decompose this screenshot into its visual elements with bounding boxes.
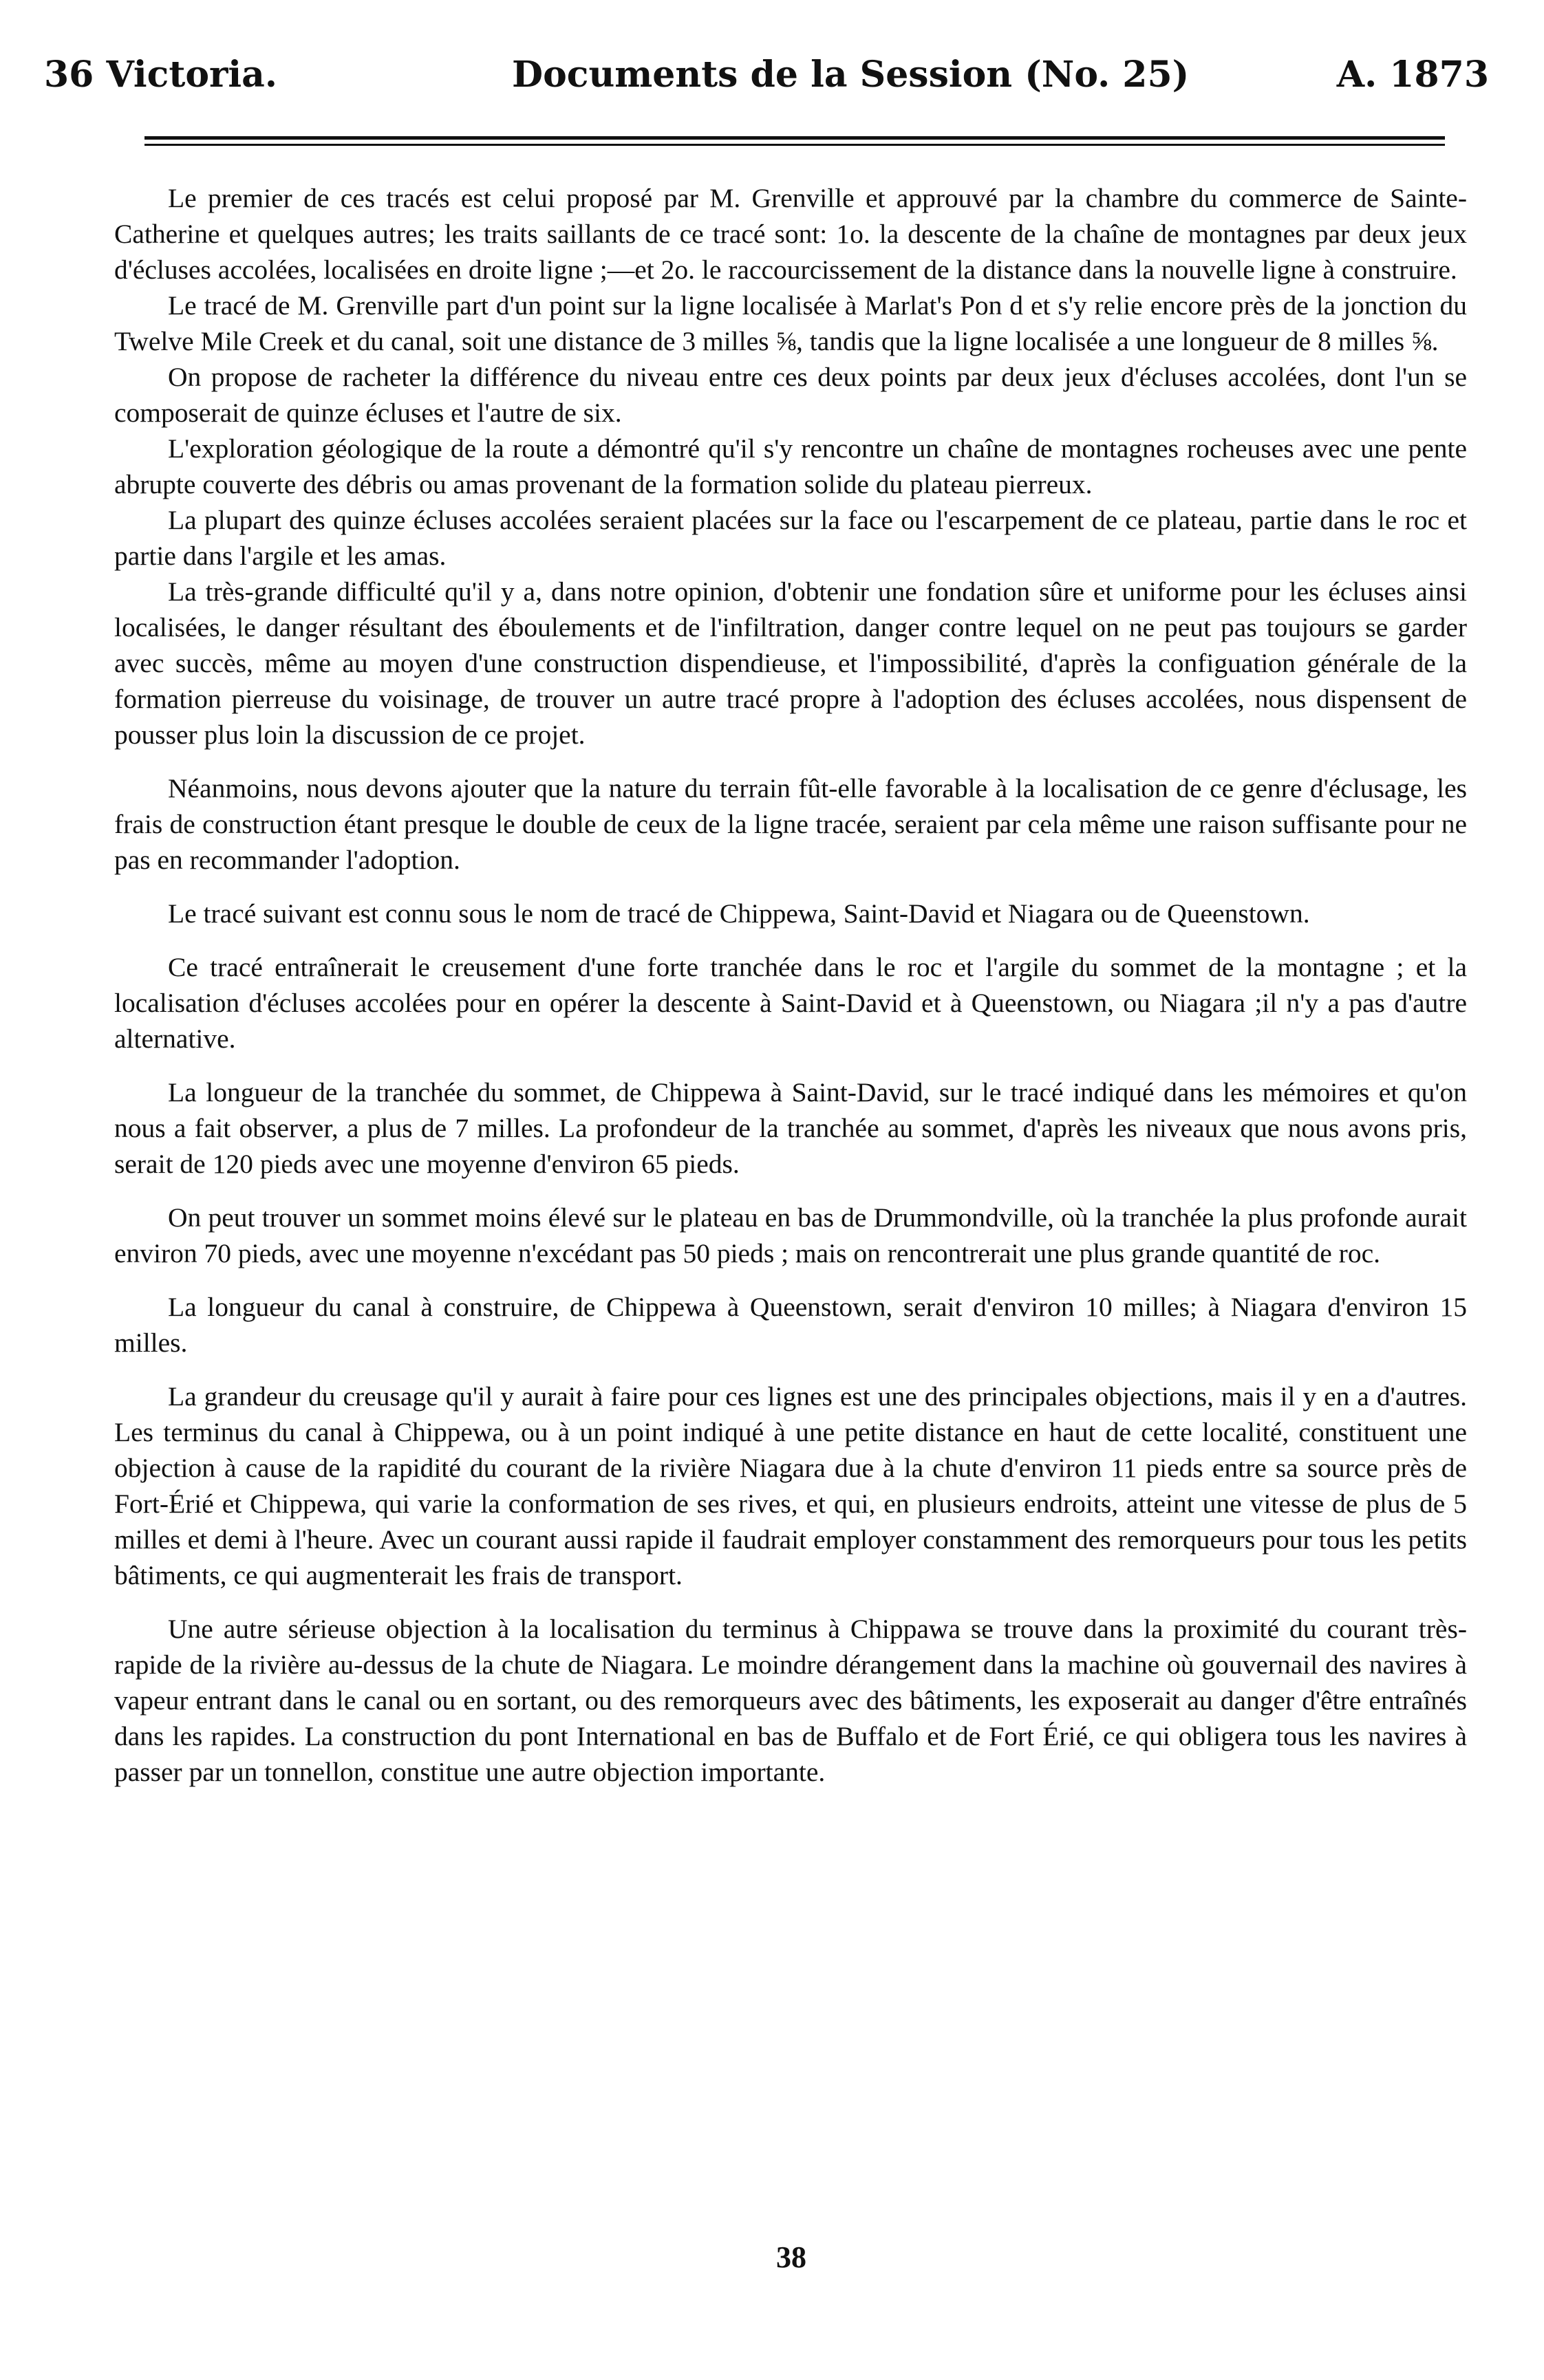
running-header <box>44 44 1489 106</box>
paragraph: La longueur du canal à construire, de Chippewa à Queenstown, serait d'environ 10 milles; à Niagara d'environ 15 milles. <box>114 1292 1467 1358</box>
header-title: Documents de la Session (No. 25) <box>512 54 1190 96</box>
paragraph: La grandeur du creusage qu'il y aurait à faire pour ces lignes est une des principales objections, mais il y en a d'autres. Les terminus du canal à Chippewa, ou à un point indiqué à une petite distance en haut de cette localité, constituent une objection à cause de la rapidité du courant de la rivière Niagara due à la chute d'environ 11 pieds entre sa source près de Fort-Érié et Chippewa, qui varie la conformation de ses rives, et qui, en plusieurs endroits, atteint une vitesse de plus de 5 milles et demi à l'heure. Avec un courant aussi rapide il faudrait employer constamment des remorqueurs pour tous les petits bâtiments, ce qui augmenterait les frais de transport. <box>114 1381 1467 1590</box>
page-number: 38 <box>776 2240 806 2274</box>
paragraph: La longueur de la tranchée du sommet, de Chippewa à Saint-David, sur le tracé indiqué dans les mémoires et qu'on nous a fait observer, a plus de 7 milles. La profondeur de la tranchée au sommet, d'après les niveaux que nous avons pris, serait de 120 pieds avec une moyenne d'environ 65 pieds. <box>114 1077 1467 1179</box>
paragraph: Le premier de ces tracés est celui proposé par M. Grenville et approuvé par la chambre du commerce de Sainte-Catherine et quelques autres; les traits saillants de ce tracé sont: 1o. la descente de la chaîne de montagnes par deux jeux d'écluses accolées, localisées en droite ligne ;—et 2o. le raccourcissement de la distance dans la nouvelle ligne à construire. <box>114 183 1467 285</box>
paragraph: On propose de racheter la différence du niveau entre ces deux points par deux jeux d'écluses accolées, dont l'un se composerait de quinze écluses et l'autre de six. <box>114 362 1467 428</box>
paragraph: Le tracé de M. Grenville part d'un point sur la ligne localisée à Marlat's Pon d et s'y relie encore près de la jonction du Twelve Mile Creek et du canal, soit une distance de 3 milles ⅝, tandis que la ligne localisée a une longueur de 8 milles ⅝. <box>114 290 1467 356</box>
paragraph: Ce tracé entraînerait le creusement d'une forte tranchée dans le roc et l'argile du sommet de la montagne ; et la localisation d'écluses accolées pour en opérer la descente à Saint-David et à Queenstown, ou Niagara ;il n'y a pas d'autre alternative. <box>114 952 1467 1054</box>
header-volume: 36 Victoria. <box>44 54 277 96</box>
header-rule-thick <box>144 136 1445 140</box>
paragraph: L'exploration géologique de la route a démontré qu'il s'y rencontre un chaîne de montagnes rocheuses avec une pente abrupte couverte des débris ou amas provenant de la formation solide du plateau pierreux. <box>114 433 1467 499</box>
paragraph: On peut trouver un sommet moins élevé sur le plateau en bas de Drummondville, où la tranchée la plus profonde aurait environ 70 pieds, avec une moyenne n'excédant pas 50 pieds ; mais on rencontrerait une plus grande quantité de roc. <box>114 1202 1467 1268</box>
header-rule-thin <box>144 144 1445 146</box>
body-text <box>114 180 1467 1790</box>
paragraph: La très-grande difficulté qu'il y a, dans notre opinion, d'obtenir une fondation sûre et uniforme pour les écluses ainsi localisées, le danger résultant des éboulements et de l'infiltration, danger contre lequel on ne peut pas toujours se garder avec succès, même au moyen d'une construction dispendieuse, et l'impossibilité, d'après la configuation générale de la formation pierreuse du voisinage, de trouver un autre tracé propre à l'adoption des écluses accolées, nous dispensent de pousser plus loin la discussion de ce projet. <box>114 576 1467 750</box>
paragraph: Néanmoins, nous devons ajouter que la nature du terrain fût-elle favorable à la localisation de ce genre d'éclusage, les frais de construction étant presque le double de ceux de la ligne tracée, seraient par cela même une raison suffisante pour ne pas en recommander l'adoption. <box>114 773 1467 875</box>
paragraph: La plupart des quinze écluses accolées seraient placées sur la face ou l'escarpement de ce plateau, partie dans le roc et partie dans l'argile et les amas. <box>114 505 1467 571</box>
paragraph: Le tracé suivant est connu sous le nom de tracé de Chippewa, Saint-David et Niagara ou de Queenstown. <box>168 898 1310 929</box>
paragraph: Une autre sérieuse objection à la localisation du terminus à Chippawa se trouve dans la proximité du courant très-rapide de la rivière au-dessus de la chute de Niagara. Le moindre dérangement dans la machine où gouvernail des navires à vapeur entrant dans le canal ou en sortant, ou des remorqueurs avec des bâtiments, les exposerait au danger d'être entraînés dans les rapides. La construction du pont International en bas de Buffalo et de Fort Érié, ce qui obligera tous les navires à passer par un tonnellon, constitue une autre objection importante. <box>114 1614 1467 1787</box>
header-year: A. 1873 <box>1336 54 1489 96</box>
